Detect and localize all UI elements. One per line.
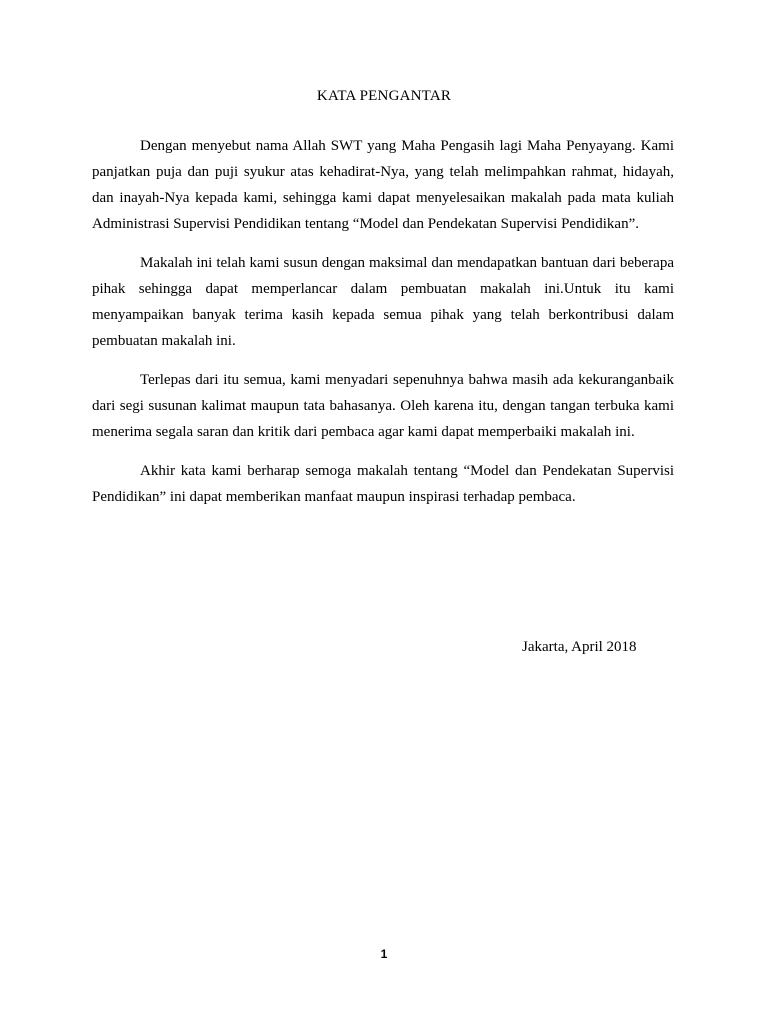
page-title: KATA PENGANTAR <box>316 88 452 104</box>
paragraph-acknowledgement: Makalah ini telah kami susun dengan maksimal dan mendapatkan bantuan dari beberapa pihak sehingga dapat memperlancar dalam pembuatan makalah ini.Untuk itu kami menyampaikan banyak terima kasih kepada semua pihak yang telah berkontribusi dalam pembuatan makalah ini. <box>92 255 674 349</box>
page-number: 1 <box>380 947 388 961</box>
place-date-signoff: Jakarta, April 2018 <box>522 639 637 655</box>
document-body <box>92 133 674 523</box>
paragraph-limitations: Terlepas dari itu semua, kami menyadari sepenuhnya bahwa masih ada kekuranganbaik dari segi susunan kalimat maupun tata bahasanya. Oleh karena itu, dengan tangan terbuka kami menerima segala saran dan kritik dari pembaca agar kami dapat memperbaiki makalah ini. <box>92 372 674 440</box>
paragraph-closing: Akhir kata kami berharap semoga makalah tentang “Model dan Pendekatan Supervisi Pendidikan” ini dapat memberikan manfaat maupun inspirasi terhadap pembaca. <box>92 463 674 505</box>
paragraph-opening: Dengan menyebut nama Allah SWT yang Maha Pengasih lagi Maha Penyayang. Kami panjatkan puja dan puji syukur atas kehadirat-Nya, yang telah melimpahkan rahmat, hidayah, dan inayah-Nya kepada kami, sehingga kami dapat menyelesaikan makalah pada mata kuliah Administrasi Supervisi Pendidikan tentang “Model dan Pendekatan Supervisi Pendidikan”. <box>92 138 674 232</box>
